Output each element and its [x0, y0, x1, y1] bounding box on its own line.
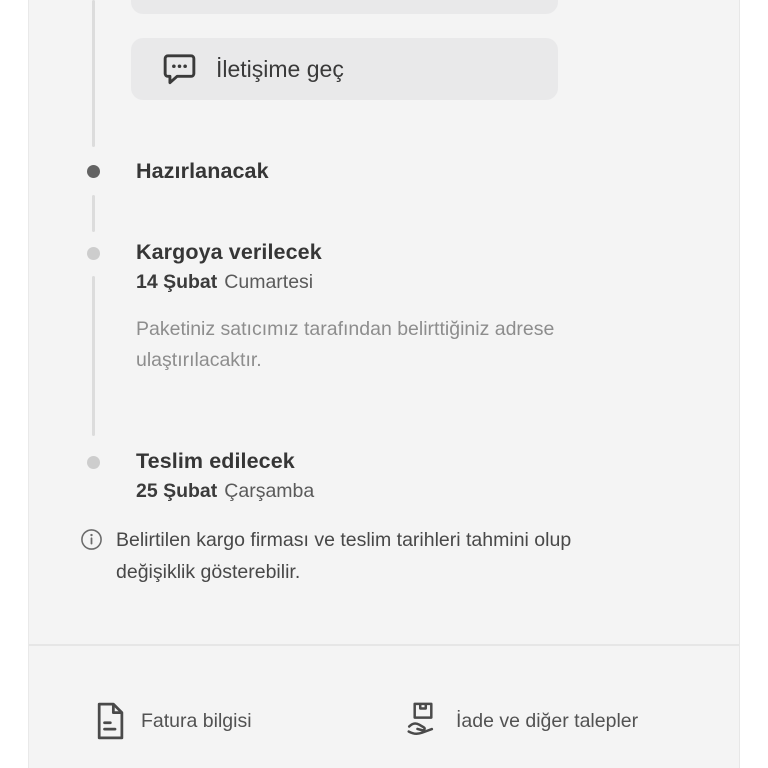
timeline-bullet-hazirlanacak — [87, 165, 100, 178]
step-title-teslim-edilecek: Teslim edilecek — [136, 449, 295, 473]
timeline-bullet-kargoya-verilecek — [87, 247, 100, 260]
contact-seller-button[interactable] — [131, 38, 558, 100]
info-icon — [79, 527, 104, 552]
previous-button-remnant[interactable] — [131, 0, 558, 14]
timeline-bullet-teslim-edilecek — [87, 456, 100, 469]
step-date-value: 14 Şubat — [136, 271, 218, 293]
section-divider — [29, 644, 739, 646]
return-package-icon — [405, 700, 441, 742]
step-date-kargoya-verilecek — [136, 271, 313, 294]
returns-requests-label: İade ve diğer talepler — [456, 709, 639, 732]
step-date-value: 25 Şubat — [136, 480, 218, 502]
contact-seller-label: İletişime geç — [216, 55, 344, 82]
timeline-connector — [92, 0, 95, 147]
chat-bubble-icon — [159, 49, 200, 90]
invoice-document-icon — [93, 701, 126, 741]
returns-requests-button[interactable] — [405, 697, 638, 745]
step-date-day: Çarşamba — [224, 480, 315, 502]
invoice-info-label: Fatura bilgisi — [141, 709, 252, 732]
order-tracking-panel — [28, 0, 740, 768]
timeline-connector — [92, 276, 95, 436]
invoice-info-button[interactable] — [93, 697, 252, 745]
step-date-teslim-edilecek — [136, 480, 314, 503]
timeline-connector — [92, 195, 95, 232]
step-title-hazirlanacak: Hazırlanacak — [136, 159, 269, 183]
shipping-disclaimer-text: Belirtilen kargo firması ve teslim tarihleri tahmini olup değişiklik gösterebilir. — [116, 529, 572, 583]
step-description: Paketiniz satıcımız tarafından belirttiğiniz adrese ulaştırılacaktır. — [136, 318, 555, 371]
step-title-kargoya-verilecek: Kargoya verilecek — [136, 240, 322, 264]
step-date-day: Cumartesi — [224, 271, 314, 293]
